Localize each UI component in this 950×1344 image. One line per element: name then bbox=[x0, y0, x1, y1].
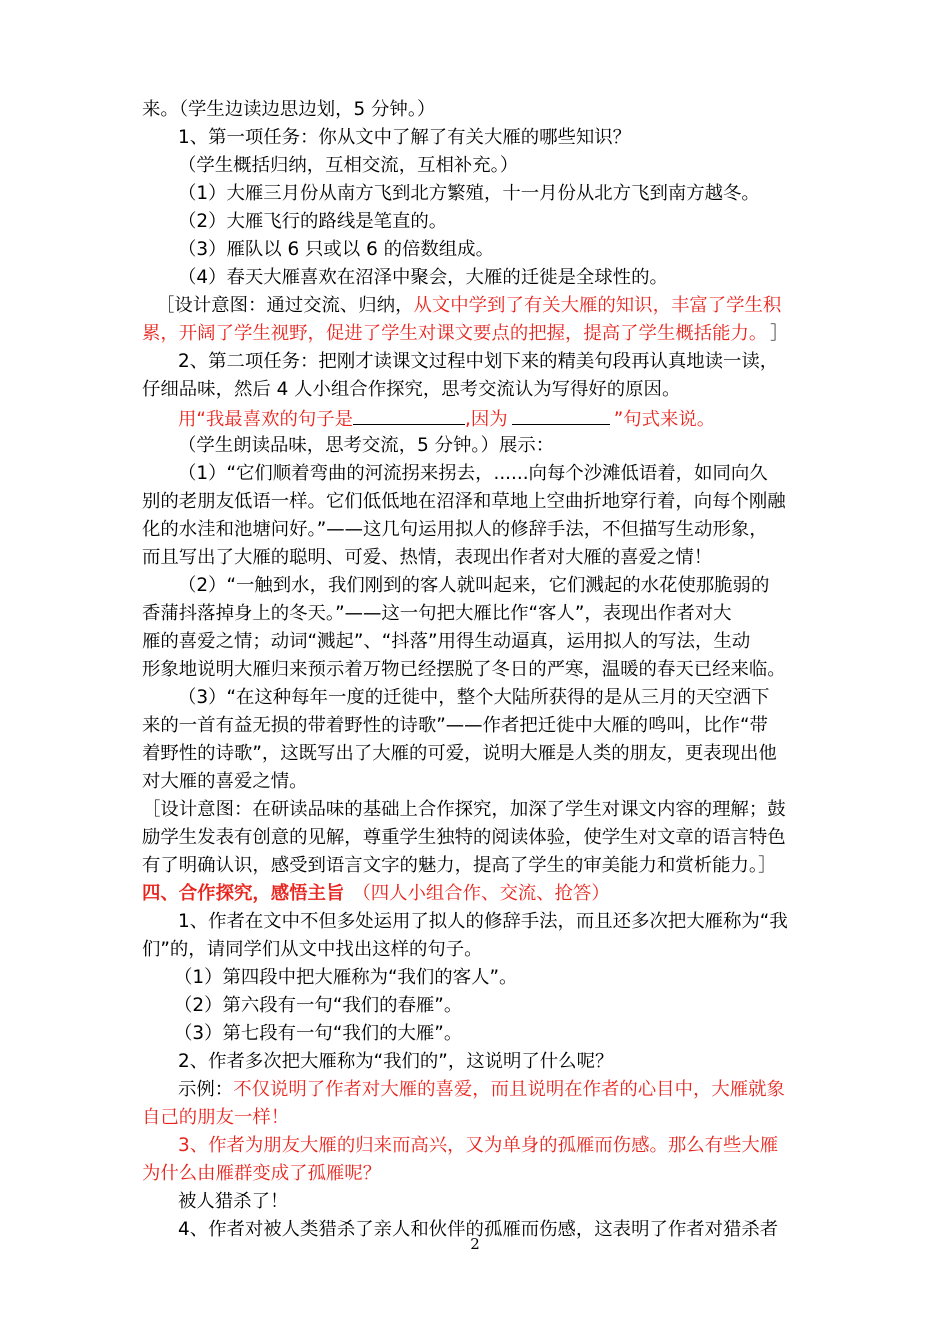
highlight-text: 为什么由雁群变成了孤雁呢？ bbox=[142, 1163, 382, 1184]
text-line: （1）“它们顺着弯曲的河流拐来拐去，......向每个沙滩低语着，如同向久 bbox=[178, 463, 768, 484]
highlight-text: 从文中学到了有关大雁的知识，丰富了学生积 bbox=[413, 295, 782, 316]
highlight-text: 自己的朋友一样！ bbox=[142, 1107, 290, 1128]
text-line: 仔细品味，然后 4 人小组合作探究，思考交流认为写得好的原因。 bbox=[142, 379, 681, 400]
text-line: 被人猎杀了！ bbox=[178, 1191, 289, 1212]
text-line: （3）雁队以 6 只或以 6 的倍数组成。 bbox=[178, 239, 494, 260]
design-intent-line bbox=[142, 320, 789, 348]
page-number: 2 bbox=[470, 1235, 480, 1253]
highlight-text: 3、作者为朋友大雁的归来而高兴，又为单身的孤雁而伤感。那么有些大雁 bbox=[178, 1135, 779, 1156]
text-line: 来的一首有益无损的带着野性的诗歌”——作者把迁徙中大雁的鸣叫，比作“带 bbox=[142, 715, 768, 736]
text-line: 化的水洼和池塘问好。”——这几句运用拟人的修辞手法，不但描写生动形象， bbox=[142, 519, 768, 540]
text-line: 对大雁的喜爱之情。 bbox=[142, 771, 308, 792]
text-line: 来。（学生边读边思边划，5 分钟。） bbox=[142, 99, 436, 120]
section-heading-line bbox=[142, 880, 610, 908]
design-intent-line bbox=[156, 292, 781, 320]
text-line: （2）大雁飞行的路线是笔直的。 bbox=[178, 211, 448, 232]
text-line: （3）第七段有一句“我们的大雁”。 bbox=[174, 1023, 463, 1044]
text-line: （学生概括归纳，互相交流，互相补充。） bbox=[178, 155, 519, 176]
pattern-middle: ,因为 bbox=[465, 409, 508, 430]
text-line: 着野性的诗歌”，这既写出了大雁的可爱，说明大雁是人类的朋友，更表现出他 bbox=[142, 743, 777, 764]
section-heading: 四、合作探究，感悟主旨 bbox=[142, 883, 345, 904]
text-line: （4）春天大雁喜欢在沼泽中聚会，大雁的迁徙是全球性的。 bbox=[178, 267, 668, 288]
text-line: （学生朗读品味，思考交流，5 分钟。）展示： bbox=[178, 435, 555, 456]
bracket-close: ］ bbox=[770, 323, 789, 344]
text-line: （2）“一触到水，我们刚到的客人就叫起来，它们溅起的水花使那脆弱的 bbox=[178, 575, 770, 596]
text-line: 而且写出了大雁的聪明、可爱、热情，表现出作者对大雁的喜爱之情！ bbox=[142, 547, 713, 568]
text-line: （3）“在这种每年一度的迁徙中，整个大陆所获得的是从三月的天空洒下 bbox=[178, 687, 770, 708]
highlight-text: 不仅说明了作者对大雁的喜爱，而且说明在作者的心目中，大雁就象 bbox=[233, 1079, 785, 1100]
text-line: 2、作者多次把大雁称为“我们的”，这说明了什么呢？ bbox=[178, 1051, 614, 1072]
example-line bbox=[178, 1076, 785, 1104]
design-intent-label: ［设计意图：通过交流、归纳， bbox=[156, 295, 414, 316]
sentence-pattern-line bbox=[178, 404, 715, 432]
text-line: 别的老朋友低语一样。它们低低地在沼泽和草地上空曲折地穿行着，向每个刚融 bbox=[142, 491, 786, 512]
text-line: 1、作者在文中不但多处运用了拟人的修辞手法，而且还多次把大雁称为“我 bbox=[178, 911, 788, 932]
text-line: （2）第六段有一句“我们的春雁”。 bbox=[174, 995, 463, 1016]
highlight-text: 累，开阔了学生视野，促进了学生对课文要点的把握，提高了学生概括能力。 bbox=[142, 323, 759, 344]
text-line: （1）第四段中把大雁称为“我们的客人”。 bbox=[174, 967, 518, 988]
text-line: 2、第二项任务：把刚才读课文过程中划下来的精美句段再认真地读一读， bbox=[178, 351, 779, 372]
text-line: （1）大雁三月份从南方飞到北方繁殖，十一月份从北方飞到南方越冬。 bbox=[178, 183, 760, 204]
text-line: 香蒲抖落掉身上的冬天。”——这一句把大雁比作“客人”，表现出作者对大 bbox=[142, 603, 732, 624]
text-line: 雁的喜爱之情；动词“溅起”、“抖落”用得生动逼真，运用拟人的写法，生动 bbox=[142, 631, 751, 652]
text-line: 有了明确认识，感受到语言文字的魅力，提高了学生的审美能力和赏析能力。］ bbox=[142, 855, 777, 876]
fill-blank bbox=[512, 404, 610, 425]
text-line: 4、作者对被人类猎杀了亲人和伙伴的孤雁而伤感，这表明了作者对猎杀者 bbox=[178, 1219, 779, 1240]
text-line: 形象地说明大雁归来预示着万物已经摆脱了冬日的严寒，温暖的春天已经来临。 bbox=[142, 659, 786, 680]
example-label: 示例： bbox=[178, 1079, 234, 1100]
section-note: （四人小组合作、交流、抢答） bbox=[352, 883, 610, 904]
fill-blank bbox=[353, 404, 465, 425]
text-line: ［设计意图：在研读品味的基础上合作探究，加深了学生对课文内容的理解；鼓 bbox=[142, 799, 786, 820]
pattern-end: ”句式来说。 bbox=[613, 409, 716, 430]
text-line: 1、第一项任务：你从文中了解了有关大雁的哪些知识？ bbox=[178, 127, 632, 148]
text-line: 励学生发表有创意的见解，尊重学生独特的阅读体验，使学生对文章的语言特色 bbox=[142, 827, 786, 848]
pattern-start: 用“我最喜欢的句子是 bbox=[178, 409, 354, 430]
text-line: 们”的，请同学们从文中找出这样的句子。 bbox=[142, 939, 483, 960]
